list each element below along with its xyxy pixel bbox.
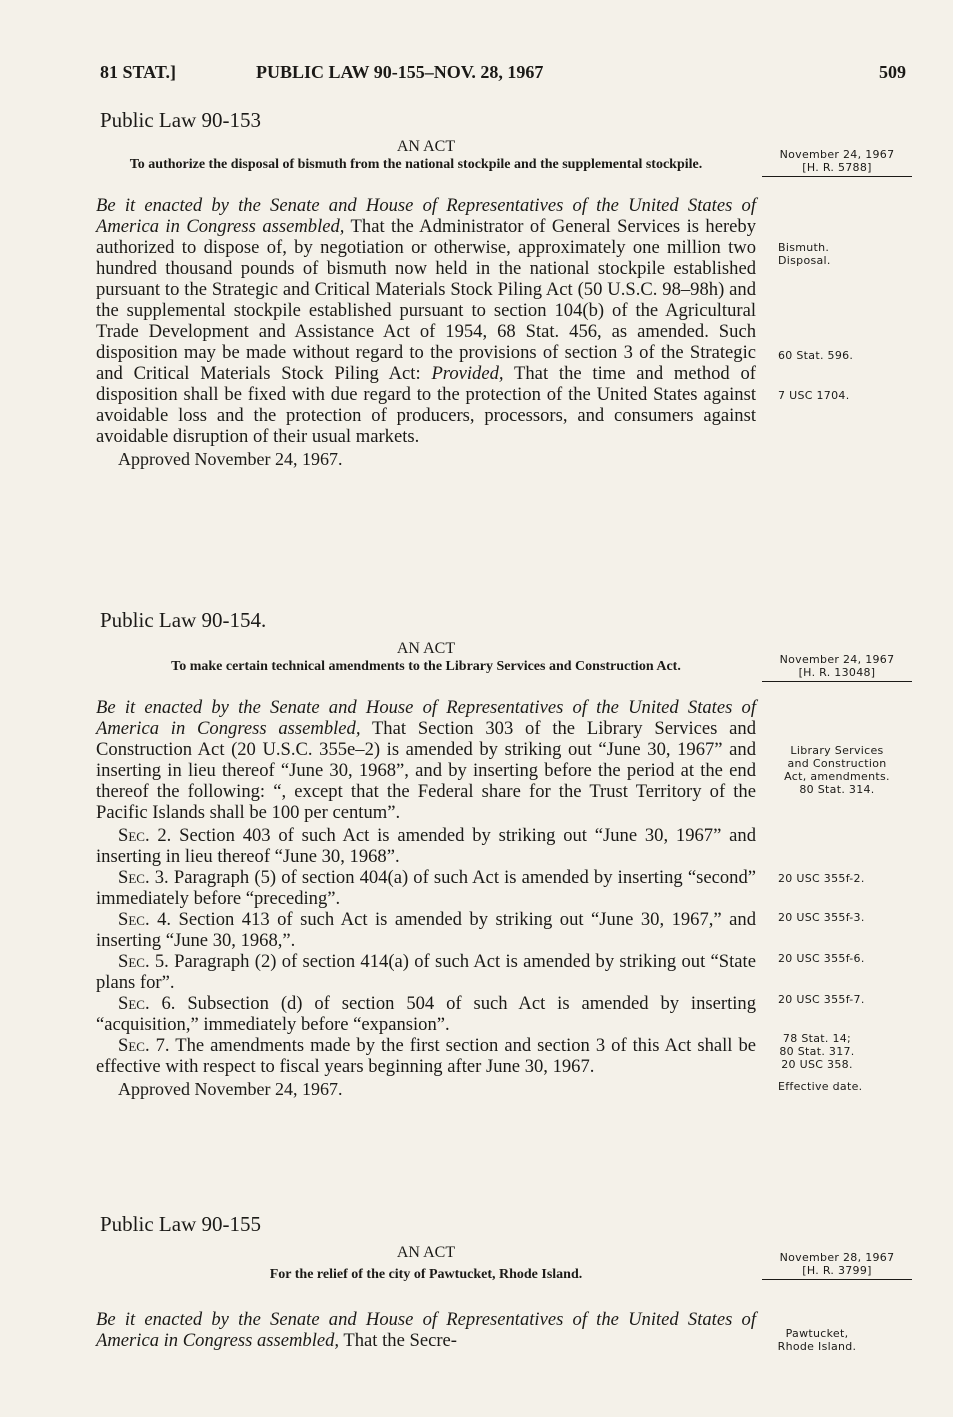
margin-note: Effective date. — [778, 1080, 863, 1093]
margin-topic — [762, 744, 912, 796]
margin-citation: 20 USC 355f-3. — [778, 911, 865, 924]
act-purpose: To authorize the disposal of bismuth from the national stockpile and the supplemental stockpile. — [129, 157, 703, 172]
body-text-2: That the time and method of disposition shall be fixed with due regard to the protection of the United States against avoidable loss and the protection of producers, processors, and consumers against avoidable disruption of their usual markets. — [96, 363, 756, 447]
act-heading: AN ACT — [396, 138, 456, 155]
statute-volume: 81 STAT.] — [100, 62, 177, 82]
law-90-153 — [96, 108, 756, 470]
margin-date: November 24, 1967 — [779, 148, 895, 161]
act-heading: AN ACT — [396, 1244, 456, 1261]
section-paragraph — [96, 909, 756, 951]
law-title: Public Law 90-155 — [100, 1212, 261, 1236]
enacting-paragraph — [96, 697, 756, 823]
margin-bill: [H. R. 3799] — [762, 1264, 912, 1280]
margin-date-block — [762, 1251, 912, 1280]
margin-citation-line: 80 Stat. 317. — [779, 1045, 855, 1058]
section-label: Sec. 3. — [118, 867, 169, 888]
section-text: Paragraph (2) of section 414(a) of such Act is amended by striking out “State plans for”. — [96, 951, 756, 993]
margin-citation: 60 Stat. 596. — [778, 349, 854, 362]
margin-bill: [H. R. 13048] — [762, 666, 912, 682]
section-paragraph — [96, 1035, 756, 1077]
section-paragraph — [96, 993, 756, 1035]
margin-date-block — [762, 653, 912, 682]
body-text: That the Secre- — [343, 1330, 457, 1351]
approval-date: Approved November 24, 1967. — [118, 449, 343, 469]
section-paragraph — [96, 825, 756, 867]
section-text: Paragraph (5) of section 404(a) of such Act is amended by inserting “second” immediately before “preceding”. — [96, 867, 757, 909]
section-label: Sec. 2. — [118, 825, 172, 846]
section-label: Sec. 7. — [118, 1035, 170, 1056]
margin-topic-line: Act, amendments. — [784, 770, 890, 783]
section-label: Sec. 4. — [118, 909, 172, 930]
section-label: Sec. 5. — [118, 951, 169, 972]
section-text: Section 403 of such Act is amended by striking out “June 30, 1967” and inserting in lieu thereof “June 30, 1968”. — [96, 825, 756, 867]
margin-citation: 7 USC 1704. — [778, 389, 850, 402]
margin-topic: Bismuth. Disposal. — [778, 241, 831, 267]
margin-citation-block — [762, 1032, 872, 1071]
page-number: 509 — [879, 62, 906, 82]
act-heading: AN ACT — [396, 640, 456, 657]
margin-topic-line: 80 Stat. 314. — [799, 783, 875, 796]
section-text: Subsection (d) of section 504 of such Act is amended by inserting “acquisition,” immediately before “expansion”. — [96, 993, 756, 1035]
act-purpose: To make certain technical amendments to the Library Services and Construction Act. — [171, 659, 681, 674]
margin-citation: 20 USC 355f-7. — [778, 993, 865, 1006]
margin-citation-line: 20 USC 358. — [781, 1058, 853, 1071]
section-label: Sec. 6. — [118, 993, 176, 1014]
section-text: Section 413 of such Act is amended by striking out “June 30, 1967,” and inserting “June 30, 1968,”. — [96, 909, 756, 951]
enacting-paragraph — [96, 195, 756, 447]
approval-date: Approved November 24, 1967. — [118, 1079, 343, 1099]
margin-topic-line: Library Services — [790, 744, 884, 757]
margin-citation-line: 78 Stat. 14; — [782, 1032, 852, 1045]
enacting-clause: Be it enacted by the Senate and House of Representatives of the United States of America in Congress assembled, — [96, 195, 756, 237]
margin-date: November 28, 1967 — [779, 1251, 895, 1264]
law-90-154 — [96, 608, 756, 1100]
section-paragraph — [96, 867, 756, 909]
margin-topic-line: and Construction — [787, 757, 887, 770]
margin-citation: 20 USC 355f-6. — [778, 952, 865, 965]
margin-topic-line: Rhode Island. — [777, 1340, 857, 1353]
page-header — [100, 62, 906, 88]
running-title: PUBLIC LAW 90-155–NOV. 28, 1967 — [256, 62, 544, 82]
act-purpose: For the relief of the city of Pawtucket, Rhode Island. — [269, 1267, 583, 1282]
margin-citation: 20 USC 355f-2. — [778, 872, 865, 885]
law-title: Public Law 90-154. — [100, 608, 267, 632]
body-text: That Section 303 of the Library Services and Construction Act (20 U.S.C. 355e–2) is amended by striking out “June 30, 1967” and inserting in lieu thereof “June 30, 1968”, and by inserting before the period at the end thereof the following: “, except that the Federal share for the Trust Territory of the Pacific Islands shall be 100 per centum”. — [96, 718, 756, 823]
margin-date-block — [762, 148, 912, 177]
section-list — [96, 825, 756, 1077]
enacting-clause: Be it enacted by the Senate and House of Representatives of the United States of America in Congress assembled, — [96, 1309, 756, 1351]
proviso-word: Provided, — [431, 363, 504, 384]
section-text: The amendments made by the first section and section 3 of this Act shall be effective with respect to fiscal years beginning after June 30, 1967. — [96, 1035, 757, 1077]
enacting-paragraph — [96, 1305, 756, 1351]
enacting-clause: Be it enacted by the Senate and House of Representatives of the United States of America in Congress assembled, — [96, 697, 756, 739]
law-title: Public Law 90-153 — [100, 108, 261, 132]
margin-topic — [762, 1327, 872, 1353]
margin-topic-line: Pawtucket, — [785, 1327, 849, 1340]
margin-bill: [H. R. 5788] — [762, 161, 912, 177]
law-90-155 — [96, 1212, 756, 1351]
body-text: That the Administrator of General Services is hereby authorized to dispose of, by negotiation or otherwise, approximately one million two hundred thousand pounds of bismuth now held in the national stockpile established pursuant to the Strategic and Critical Materials Stock Piling Act (50 U.S.C. 98–98h) and the supplemental stockpile established pursuant to section 104(b) of the Agricultural Trade Development and Assistance Act of 1954, 68 Stat. 456, as amended. Such disposition may be made without regard to the provisions of section 3 of the Strategic and Critical Materials Stock Piling Act: — [96, 216, 756, 384]
margin-date: November 24, 1967 — [779, 653, 895, 666]
section-paragraph — [96, 951, 756, 993]
